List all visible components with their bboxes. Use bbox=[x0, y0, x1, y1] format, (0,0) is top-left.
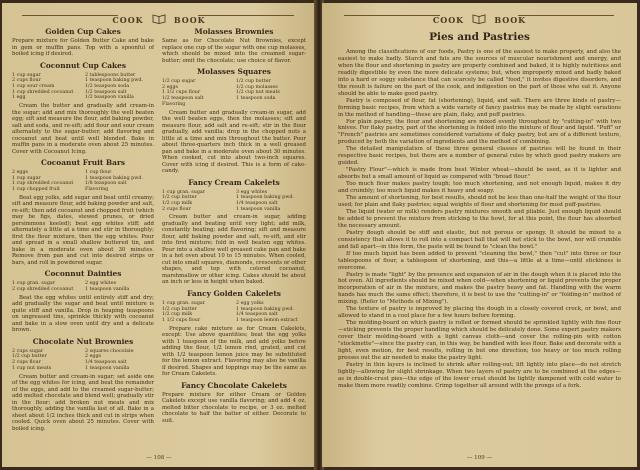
recipe-text: Cream butter and cream-in sugar, adding gradually and beating until very light; add milk, constantly beating; add flavoring; sift and measure flour, add baking powder and salt, re-sift, and stir into first mixture; fold in well beaten egg whites. Pour into a shallow well greased cake pan and bake in a hot oven about 10 to 15 minutes. When cooled, cut into small squares, diamonds, crescents or other shapes, and top with colored cocoanut, marshmallow or other icing. Cakes should be about an inch or less in height when baked. bbox=[162, 214, 306, 286]
ingredient-item: 1 1/2 cups flour bbox=[162, 90, 201, 96]
ingredient-item: 3 egg whites bbox=[236, 189, 268, 195]
ingredient-item: 1 cup sugar bbox=[12, 72, 41, 78]
header-rule bbox=[22, 15, 118, 16]
ingredient-item: 1/2 cup milk bbox=[162, 200, 193, 206]
ingredient-list bbox=[12, 349, 154, 372]
ingredient-item: 1/4 teaspoon salt bbox=[236, 200, 278, 206]
chapter-body bbox=[338, 49, 621, 390]
ingredient-item: 1 teaspoon soda bbox=[236, 96, 276, 102]
body-paragraph: If too much liquid has been added to prevent "cleaning the bowl," then "cut" into three or four tablespoons of flour, a tablespoon of shortening, and this—a little at a time—until stickiness is overcome. bbox=[338, 250, 621, 271]
ingredient-item: 2 eggs bbox=[162, 84, 179, 90]
body-paragraph: The liquid (water or milk) renders pastry mixtures smooth and pliable. Just enough liquid should be added to prevent the mixture from sticking to the bowl, for at this point, the flour has absorbed the necessary amount. bbox=[338, 208, 621, 229]
page-number-left: — 108 — bbox=[146, 455, 172, 461]
left-page-header bbox=[2, 7, 316, 23]
recipe-title: Coconnut Dainties bbox=[44, 269, 122, 279]
ingredient-item: 2 cups flour bbox=[162, 206, 191, 212]
ingredient-item: 1 1/2 cups flour bbox=[162, 317, 201, 323]
ingredient-item: 1 teaspoon baking pwd. bbox=[85, 78, 143, 84]
recipe-text: Cream butter and gradually cream-in sugar, add the well beaten eggs, then the molasses; sift and measure flour, add salt and re-sift; stir in the flour gradually, add vanilla; drop in the chopped nuts a little at a time and mix throughout the batter. Pour about three-quarters inch thick in a well greased pan and bake in a moderate oven about 30 minutes. When cooked, cut into about two-inch squares. Cover with icing if desired. This is a form of cake-candy. bbox=[162, 109, 306, 175]
header-rule bbox=[518, 15, 614, 16]
ingredient-item: 1/4 teaspoon salt bbox=[236, 312, 278, 318]
ingredient-item: 1/8 teaspoon salt bbox=[85, 181, 127, 187]
ingredient-item: 1 cup shredded cocoanut bbox=[12, 89, 74, 95]
ingredient-item: 1 cup shredded cocoanut bbox=[12, 181, 74, 187]
body-paragraph: Pastry is composed of flour, fat (shortening), liquid, and salt. There are three kinds of pastry—forming basic recipes, from which a wide variety of fancy pastries may be made by slight variations in the method of handling—these are plain, flaky, and puff pastries. bbox=[338, 97, 621, 118]
ingredient-item: 1 teaspoon baking pwd. bbox=[236, 306, 294, 312]
ingredient-item: 1 teaspoon vanilla bbox=[85, 287, 130, 293]
ingredient-item: 1 cup chopped fruit bbox=[12, 187, 60, 193]
ingredient-item: 2 tablespoons butter bbox=[85, 72, 136, 78]
header-rule bbox=[344, 15, 440, 16]
ingredient-item: 1/2 cup butter bbox=[12, 354, 47, 360]
ingredient-item: 1/2 cup butter bbox=[236, 79, 271, 84]
book-emblem-icon bbox=[152, 13, 166, 24]
recipe-text: Beat the egg whites until entirely stiff and dry; add gradually the sugar and beat until mixture is quite stiff and vanilla. Drop in heaping teaspoons on ungreased tins, sprinkle thickly with cocoanut and bake in a slow oven until dry and a delicate brown. bbox=[12, 294, 154, 334]
header-word-cook: COOK bbox=[112, 15, 144, 25]
ingredient-item: 1 teaspoon baking pwd. bbox=[236, 195, 294, 201]
recipe-text: Prepare mixture for Golden Butter Cake and bake in gem or muffin pans. Top with a spoonful of boiled icing if desired. bbox=[12, 38, 154, 57]
ingredient-item: 1 cup sour cream bbox=[12, 83, 55, 89]
left-page bbox=[2, 3, 316, 467]
book-emblem-icon bbox=[472, 13, 486, 24]
ingredient-item: 1 cup flour bbox=[85, 170, 112, 176]
ingredient-item: 1 egg bbox=[12, 95, 26, 101]
recipe-text: Beat egg yolks, add sugar and beat until creamy; sift and measure flour, add baking powder and salt, re-sift; then add cocoanut and chopped fruit (which may be figs, dates, stewed prunes, or dried persimmons keeled); beat egg whites stiff; add alternately a little at a time and stir in thoroughly; first the flour mixture, then the egg whites. Pour and spread in a small shallow buttered tin, and bake in a moderate oven about 30 minutes. Remove from pan and cut into desired strips or bars, and roll in powdered sugar. bbox=[12, 194, 154, 266]
right-page-header bbox=[322, 7, 637, 23]
recipe-text: Same as for Chocolate Nut Brownies, except replace one cup of the sugar with one cup molasses, which should be mixed into the creamed sugar-butter; omit the chocolate; use choice of flavor. bbox=[162, 38, 306, 64]
ingredient-list bbox=[12, 281, 154, 292]
header-word-book: BOOK bbox=[173, 15, 206, 25]
ingredient-item: 1 cup sugar bbox=[12, 175, 41, 181]
ingredient-list bbox=[12, 170, 154, 193]
recipe-text: Prepare cake mixture as for Cream Cakelets, except: Use above quantities; beat the egg yolks with 1 teaspoon of the milk, and add yolks before adding the flour, 1/2 lemon rind, grated, and cut with 1/2 teaspoon lemon juice may be substituted for the lemon extract. Flavoring may also be vanilla if desired. Shapes and toppings may be the same as for Cream Cakelets. bbox=[162, 325, 306, 378]
body-paragraph: Pastry dough should be stiff and elastic, but not porous or spongy. It should be mixed to a consistency that allows it to roll into a compact ball that will not stick to the bowl, nor will crumble and fall apart—in this form, the paste will be found to "clean the bowl." bbox=[338, 229, 621, 250]
left-column-2 bbox=[162, 27, 306, 426]
ingredient-item: 1/2 cup butter bbox=[162, 306, 197, 312]
header-word-cook: COOK bbox=[432, 15, 465, 25]
ingredient-item: 2 egg yolks bbox=[236, 300, 264, 306]
ingredient-item: 2 eggs bbox=[12, 170, 29, 176]
chapter-title: Pies and Pastries bbox=[429, 31, 530, 43]
ingredient-item: Flavoring bbox=[162, 101, 186, 107]
recipe-title: Fancy Golden Cakelets bbox=[187, 288, 281, 298]
ingredient-item: 1 cup gran. sugar bbox=[162, 189, 206, 195]
ingredient-list bbox=[162, 301, 306, 324]
ingredient-item: 1 cup nut meats bbox=[12, 365, 52, 371]
body-paragraph: The molding-board on which pastry is rolled or formed should be sprinkled lightly with fine flour—sticking prevents the proper handling which should be delicately done. Some expert pastry makers cover their molding-board with a light canvas cloth—and cover the rolling-pin with cotton "stockinette"—since the pastry can, in this way, be handled with less flour. Bake and decorate with a light, even motion, for best results, rolling in but one direction; too heavy or too much rolling presses out the air needed to make the pastry light. bbox=[338, 320, 621, 361]
recipe-title: Fancy Cream Cakelets bbox=[188, 177, 280, 187]
body-paragraph: Among the classifications of our foods, Pastry is one of the easiest to make properly, and also the easiest to make badly. Starch and fats are the sources of muscular nourishment and energy, and when the flour and shortening in pastry are properly combined and baked, it is highly nutritious and readily digestible by even the more delicate systems; but, when improperly mixed and badly baked into a hard or soggy substance that can scarcely be called "food," it invites digestive disorders, and the result is failure on the part of the cook, and indigestion on the part of those who eat it. Anyone should be able to make good pastry. bbox=[338, 49, 621, 97]
page-number-right: — 109 — bbox=[466, 455, 493, 461]
ingredient-item: 2 cups flour bbox=[12, 78, 41, 84]
ingredient-item: Flavoring bbox=[85, 187, 109, 193]
ingredient-item: 2 cups flour bbox=[12, 360, 41, 366]
ingredient-list bbox=[162, 79, 306, 108]
ingredient-item: 1/2 teaspoon soda bbox=[85, 83, 130, 89]
ingredient-item: 1/2 teaspoon salt bbox=[85, 89, 127, 95]
ingredient-list bbox=[162, 190, 306, 213]
recipe-title: Golden Cup Cakes bbox=[45, 27, 121, 36]
header-word-book: BOOK bbox=[494, 15, 527, 25]
left-column-1 bbox=[12, 27, 154, 432]
recipe-title: Cocoanut Fruit Bars bbox=[40, 158, 126, 168]
body-paragraph: Too much flour makes pastry tough; too much shortening, and not enough liquid, makes it dry and crumbly; too much liquid makes it heavy and soapy. bbox=[338, 181, 621, 195]
recipe-title: Chocolate Nut Brownies bbox=[32, 336, 134, 346]
ingredient-item: 1/2 teaspoon salt bbox=[162, 96, 204, 102]
ingredient-item: 2 squares chocolate bbox=[85, 348, 134, 354]
header-rule bbox=[198, 15, 294, 16]
ingredient-item: 1/2 cup molasses bbox=[236, 84, 278, 90]
body-paragraph: For plain pastry, the flour and shortening are mixed evenly throughout by "cutting-in" with two knives. For flaky pastry, part of the shortening is folded into the mixture of flour and liquid. "Puff" or "French" pastries are sometimes considered variations of flaky pastry, but are of a different texture, produced by both the variation of ingredients and the method of combining. bbox=[338, 118, 621, 146]
ingredient-item: 1 cup gran. sugar bbox=[162, 300, 206, 306]
recipe-text: Prepare mixture for either Cream or Golden Cakelets except use vanilla flavoring; and add 4 oz. melted bitter chocolate to recipe, or 3 oz. melted chocolate to half the batter of either. Decorate to suit. bbox=[162, 391, 306, 424]
body-paragraph: "Pastry Flour"—which is made from best Winter wheat—should be used, as it is lighter and absorbs but a small amount of liquid as compared with "bread flour." bbox=[338, 167, 621, 181]
right-page bbox=[322, 3, 637, 467]
body-paragraph: Pastry in thin layers is inclined to shrink after rolling-out; lift lightly into place—do not stretch lightly—allowing for slight shrinkage. When two layers of pastry are to be combined at the edges—as in double-crust pies—the edge of the lower crust should be lightly dampened with cold water to make them more readily combine. Crimp together all around with the prongs of a fork. bbox=[338, 361, 621, 389]
ingredient-item: 1 cup gran. sugar bbox=[12, 281, 56, 287]
ingredient-item: 2 egg whites bbox=[85, 281, 117, 287]
ingredient-item: 1/2 cup sugar bbox=[162, 79, 196, 84]
recipe-text: Cream butter and cream-in sugar; set aside one of the egg whites for icing, and beat the remainder of the eggs, and add to the creamed sugar-butter; add melted chocolate and blend well; gradually stir in the flour; add broken nut meats and mix thoroughly, adding the vanilla last of all. Bake in a sheet about 1/2 inches thick and cut in strips when cooled. Quick oven about 25 minutes. Cover with boiled icing. bbox=[12, 373, 154, 432]
recipe-title: Coconnut Cup Cakes bbox=[40, 60, 126, 70]
ingredient-item: 1/2 cup nut meats bbox=[236, 90, 280, 96]
body-paragraph: The detailed manipulation of these three general classes of pastries will be found in their respective basic recipes, but there are a number of general rules by which good pastry makers are guided. bbox=[338, 146, 621, 167]
ingredient-item: 1 teaspoon lemon extract bbox=[236, 317, 298, 323]
ingredient-item: 2 eggs bbox=[85, 354, 102, 360]
recipe-title: Fancy Chocolate Cakelets bbox=[181, 380, 287, 390]
body-paragraph: Pastry is made "light" by the presence and expansion of air in the dough when it is placed into the hot oven. All ingredients should be mixed when cold—when shortening or liquid prevents the proper incorporation of air in the mixture, and makes the pastry heavy and fat. Handling with the warm hands has much the same effect; therefore, it is best to use the "cutting-in" or "folding-in" method of mixing. (Refer to "Methods of Mixing"). bbox=[338, 271, 621, 306]
ingredient-item: 1/2 cup milk bbox=[162, 312, 193, 318]
ingredient-item: 1/2 teaspoon vanilla bbox=[85, 95, 134, 101]
ingredient-item: 1 teaspoon baking pwd. bbox=[85, 175, 143, 181]
ingredient-item: 1/2 cup butter bbox=[162, 195, 197, 201]
ingredient-item: 1 teaspoon vanilla bbox=[236, 206, 281, 212]
recipe-title: Molasses Brownies bbox=[194, 27, 274, 36]
ingredient-list bbox=[12, 73, 154, 102]
recipe-title: Molasses Squares bbox=[197, 67, 271, 76]
ingredient-item: 1/4 teaspoon salt bbox=[85, 360, 127, 366]
recipe-text: Cream the butter and gradually add cream-in the sugar; add and mix thoroughly the well beaten egg; sift and measure the flour, add baking powder, salt and soda, and re-sift; add flour and sour cream alternately to the sugar-butter; add flavoring and cocoanut and beat until well blended. Bake in muffin pans in a moderate oven about 25 minutes. Cover with Cocoanut Icing. bbox=[12, 103, 154, 155]
ingredient-item: 1 teaspoon vanilla bbox=[85, 365, 130, 371]
ingredient-item: 2 cups sugar bbox=[12, 348, 44, 354]
ingredient-item: 2 cup shredded cocoanut bbox=[12, 287, 74, 293]
body-paragraph: The amount of shortening, for best results, should not be less than one-half the weight of the flour used; for plain and flaky pastries; equal weights of flour and shortening for most puff-pastries. bbox=[338, 195, 621, 208]
body-paragraph: The texture of pastry is improved by placing the dough in a closely covered crock, or bowl, and allowed to stand in a cool place for a few hours before forming. bbox=[338, 306, 621, 320]
